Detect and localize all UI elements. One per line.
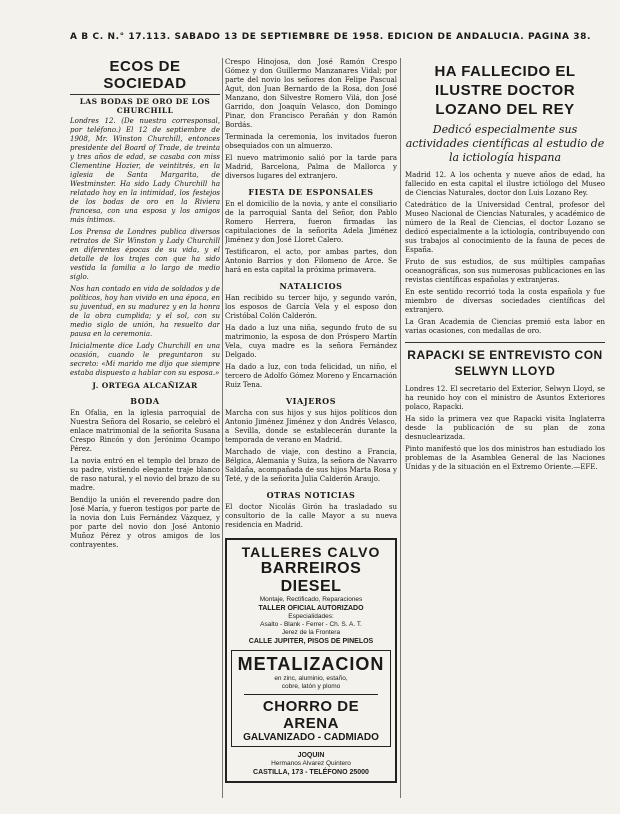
article-paragraph: Pinto manifestó que los dos ministros han estudiado los problemas de la Asamblea General de las Naciones Unidas y de la situación en el Extremo Oriente.—EFE. [405,445,605,471]
column-obituary [405,58,605,798]
rapacki-heading: RAPACKI SE ENTREVISTO CON SELWYN LLOYD [405,342,605,379]
article-paragraph: En Ofalia, en la iglesia parroquial de Nuestra Señora del Rosario, se celebró el enlace matrimonial de la señorita Susana Crespo Rincón y don Jerónimo Ocampo Pérez. [70,409,220,453]
article-paragraph: La Gran Academia de Ciencias premió esta labor en varias ocasiones, con medallas de oro. [405,318,605,335]
article-paragraph: Testificaron, el acto, por ambas partes, don Antonio Barrios y don Filomeno de Arce. Se hará en esta capital la próxima primavera. [225,248,397,274]
ad-box-line: CHORRO DE ARENA [262,698,360,732]
article-paragraph: Fruto de sus estudios, de sus múltiples campañas oceanográficas, son sus numerosas publicaciones en las revistas científicas españolas y extranjeras. [405,258,605,284]
section-heading-otras: OTRAS NOTICIAS [266,490,356,500]
advertisement-talleres-calvo [225,538,397,783]
article-paragraph: Inicialmente dice Lady Churchill en una ocasión, cuando le preguntaron su secreto: «Mi marido me dijo que siempre estaba dispuesto a hablar con su esposa.» [70,342,220,377]
ad-title: TALLERES CALVO [241,544,381,560]
ad-line: Jerez de la Frontera [281,629,341,636]
article-paragraph: Catedrático de la Universidad Central, profesor del Museo Nacional de Ciencias Naturales, y académico de número de la Real de Ciencias, el doctor Lozano se dedicó especialmente a la ictiología, contribuyendo con sus trabajos al conocimiento de la fauna de peces de España. [405,201,605,254]
churchill-subheading: LAS BODAS DE ORO DE LOS CHURCHILL [79,97,211,115]
article-paragraph: Nos han contado en vida de soldados y de políticos, hoy han vivido en una época, en su juventud, en su madurez y en la honra de la obra cumplida; y el sol, con su medio siglo de unión, ha resuelto dar pausa en la ceremonia. [70,285,220,338]
section-heading-fiesta: FIESTA DE ESPONSALES [248,187,374,197]
society-heading: ECOS DE SOCIEDAD [70,58,220,95]
article-paragraph: Ha sido la primera vez que Rapacki visita Inglaterra desde la publicación de su plan de zona desnuclearizada. [405,415,605,441]
ad-line: Montaje, Rectificado, Reparaciones [259,596,363,603]
column-society [70,58,220,798]
article-paragraph: Marchado de viaje, con destino a Francia, Bélgica, Alemania y Suiza, la señora de Navarro Saldaña, acompañada de sus hijos Marta Rosa y Teté, y de la señorita Julia Calderón Araujo. [225,448,397,483]
section-heading-viajeros: VIAJEROS [285,396,337,406]
obituary-heading: HA FALLECIDO EL ILUSTRE DOCTOR LOZANO DEL REY [434,63,576,118]
article-paragraph: Ha dado a luz una niña, segundo fruto de su matrimonio, la esposa de don Próspero Martín Vela, cuya madre es la señora Fernández Delgado. [225,324,397,359]
article-paragraph: Londres 12. (De nuestra corresponsal, por teléfono.) El 12 de septiembre de 1908, Mr. Winston Churchill, entonces presidente del Board of Trade, de treinta y tres años de edad, se casaba con miss Clementine Hozier, de veintitrés, en la iglesia de Santa Margarita, de Westminster. Ha sido Lady Churchill ha relatado hoy en la intimidad, los festejos de los bodas de oro en la Riviera francesa, con una esposa y los amigos más íntimos. [70,117,220,224]
article-paragraph: Bendijo la unión el reverendo padre don José María, y fueron testigos por parte de la novia don Luis Fernández Vázquez, y por parte del novio don José Antonio Muñoz Pérez y otros amigos de los contrayentes. [70,496,220,549]
article-paragraph: En el domicilio de la novia, y ante el consiliario de la parroquial Santa del Señor, don Pablo Romero Herrera, fueron firmadas las capitulaciones de la señorita Adela Jiménez Jiménez y don José Lloret Calero. [225,200,397,244]
ad-line: en zinc, aluminio, estaño, [274,675,348,682]
article-paragraph: El doctor Nicolás Girón ha trasladado su consultorio de la calle Mayor a su nueva residencia en Madrid. [225,503,397,529]
article-paragraph: Han recibido su tercer hijo, y segundo varón, los esposos de García Vela y el esposo don Cristóbal Colón Calderón. [225,294,397,320]
ad-metalizacion-box [231,650,391,747]
article-byline: J. ORTEGA ALCAÑIZAR [92,381,198,390]
column-notes [225,58,397,798]
ad-line: Hermanos Alvarez Quintero [271,760,351,767]
ad-line: cobre, latón y plomo [281,683,341,690]
ad-divider [244,694,378,695]
ad-line: Especialidades: [288,613,334,620]
article-paragraph: Ha dado a luz, con toda felicidad, un niño, el tercero de Adolfo Gómez Moreno y Encarnación Ruiz Tena. [225,363,397,389]
column-rule [400,58,401,798]
article-paragraph: Madrid 12. A los ochenta y nueve años de edad, ha fallecido en esta capital el ilustre ictiólogo del Museo de Ciencias Naturales, doctor don Luis Lozano Rey. [405,171,605,197]
article-paragraph: Terminada la ceremonia, los invitados fueron obsequiados con un almuerzo. [225,133,397,150]
article-paragraph: En este sentido recorrió toda la costa española y fue miembro de diversas sociedades científicas del extranjero. [405,288,605,314]
article-paragraph: La novia entró en el templo del brazo de su padre, vistiendo elegante traje blanco de raso natural, y el novio del brazo de su madre. [70,457,220,492]
obituary-deck: Dedicó especialmente sus actividades científicas al estudio de la ictiología hispana [405,123,605,164]
ad-line: Asalto - Blank - Ferrer - Ch. S. A. T. [260,621,362,628]
ad-line: TALLER OFICIAL AUTORIZADO [258,605,364,612]
article-paragraph: Crespo Hinojosa, don José Ramón Crespo Gómez y don Guillermo Manzanares Vidal; por parte del novio los señores don Felipe Pascual Agut, don Juan Bernardo de la Rosa, don José Manzano, don Silvestre Romero Vilá, don José Garrido, don Joaquín Velasco, don Domingo Pinar, don Francisco Perañán y don Ramón Bordás. [225,58,397,129]
article-paragraph: El nuevo matrimonio salió por la tarde para Madrid, Barcelona, Palma de Mallorca y diversos lugares del extranjero. [225,154,397,180]
article-paragraph: Marcha con sus hijos y sus hijos políticos don Antonio Jiménez Jiménez y don Andrés Velasco, a Sevilla, donde se establecerán durante la temporada de verano en Madrid. [225,409,397,444]
ad-line: CALLE JUPITER, PISOS DE PINELOS [248,638,374,645]
ad-subtitle: BARREIROS DIESEL [260,560,362,595]
section-heading-natalicios: NATALICIOS [279,281,343,291]
article-paragraph: Los Prensa de Londres publica diversos retratos de Sir Winston y Lady Churchill en diferentes épocas de su vida, y el detalle de los trajes con que ha sido vestida la familia a lo largo de medio siglo. [70,228,220,281]
page-header: A B C. N.° 17.113. SABADO 13 DE SEPTIEMBRE DE 1958. EDICION DE ANDALUCIA. PAGINA 38. [70,32,592,42]
ad-box-line: GALVANIZADO - CADMIADO [243,732,379,743]
ad-line: JOQUIN [297,752,325,759]
article-paragraph: Londres 12. El secretario del Exterior, Selwyn Lloyd, se ha reunido hoy con el ministro de Asuntos Exteriores polaco, Rapacki. [405,385,605,411]
section-heading-boda: BODA [130,396,160,406]
column-rule [222,58,223,798]
ad-box-title: METALIZACION [237,654,385,674]
ad-line: CASTILLA, 173 - TELÉFONO 25000 [253,769,369,776]
